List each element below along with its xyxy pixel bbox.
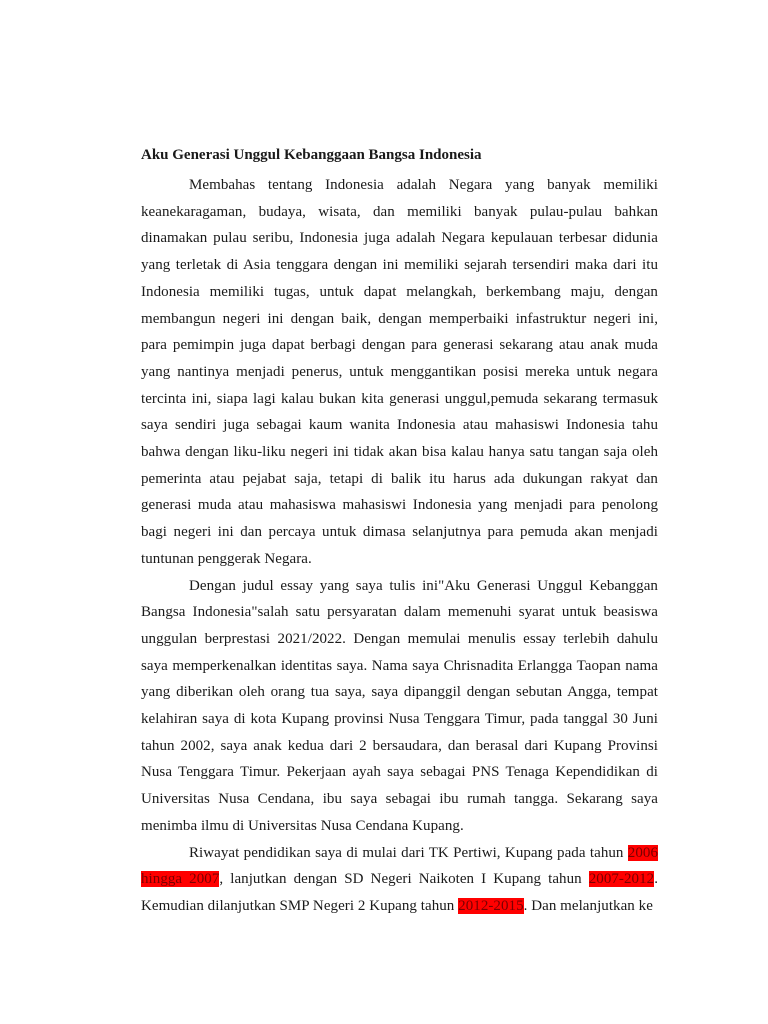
paragraph-identity: Dengan judul essay yang saya tulis ini"Aku Generasi Unggul Kebanggan Bangsa Indonesia"salah satu persyaratan dalam memenuhi syarat untuk beasiswa unggulan berprestasi 2021/2022. Dengan memulai menulis essay terlebih dahulu saya memperkenalkan identitas saya. Nama saya Chrisnadita Erlangga Taopan nama yang diberikan oleh orang tua saya, saya dipanggil dengan sebutan Angga, tempat kelahiran saya di kota Kupang provinsi Nusa Tenggara Timur, pada tanggal 30 Juni tahun 2002, saya anak kedua dari 2 bersaudara, dan berasal dari Kupang Provinsi Nusa Tenggara Timur. Pekerjaan ayah saya sebagai PNS Tenaga Kependidikan di Universitas Nusa Cendana, ibu saya sebagai ibu rumah tangga. Sekarang saya menimba ilmu di Universitas Nusa Cendana Kupang. <box>141 577 658 834</box>
education-text-part1: Riwayat pendidikan saya di mulai dari TK Pertiwi, Kupang pada tahun <box>189 844 628 861</box>
paragraph-intro: Membahas tentang Indonesia adalah Negara yang banyak memiliki keanekaragaman, budaya, wisata, dan memiliki banyak pulau-pulau bahkan dinamakan pulau seribu, Indonesia juga adalah Negara kepulauan terbesar didunia yang terletak di Asia tenggara dengan ini memiliki sejarah tersendiri maka dari itu Indonesia memiliki tugas, untuk dapat melangkah, berkembang maju, dengan membangun negeri ini dengan baik, dengan memperbaiki infastruktur negeri ini, para pemimpin juga dapat berbagi dengan para generasi sekarang atau anak muda yang nantinya menjadi penerus, untuk menggantikan posisi mereka untuk negara tercinta ini, siapa lagi kalau bukan kita generasi unggul,pemuda sekarang termasuk saya sendiri juga sebagai kaum wanita Indonesia atau mahasiswi Indonesia tahu bahwa dengan liku-liku negeri ini tidak akan bisa kalau hanya satu tangan saja oleh pemerinta atau pejabat saja, tetapi di balik itu harus ada dukungan rakyat dan generasi muda atau mahasiswa mahasiswi Indonesia yang menjadi para penolong bagi negeri ini dan percaya untuk dimasa selanjutnya para pemuda akan menjadi tuntunan penggerak Negara. <box>141 177 658 567</box>
document-title: Aku Generasi Unggul Kebanggaan Bangsa Indonesia <box>141 147 482 163</box>
paragraph-education <box>141 840 658 920</box>
highlight-smp-years: 2012-2015 <box>458 897 524 914</box>
education-text-part4: . Dan melanjutkan ke <box>523 897 653 914</box>
education-text-part2: , lanjutkan dengan SD Negeri Naikoten I Kupang tahun <box>219 871 589 888</box>
highlight-tk-years: 2006 hingga 2007 <box>141 844 658 888</box>
education-text-part3: . Kemudian dilanjutkan SMP Negeri 2 Kupang tahun <box>141 871 658 914</box>
highlight-sd-years: 2007-2012 <box>588 871 655 888</box>
